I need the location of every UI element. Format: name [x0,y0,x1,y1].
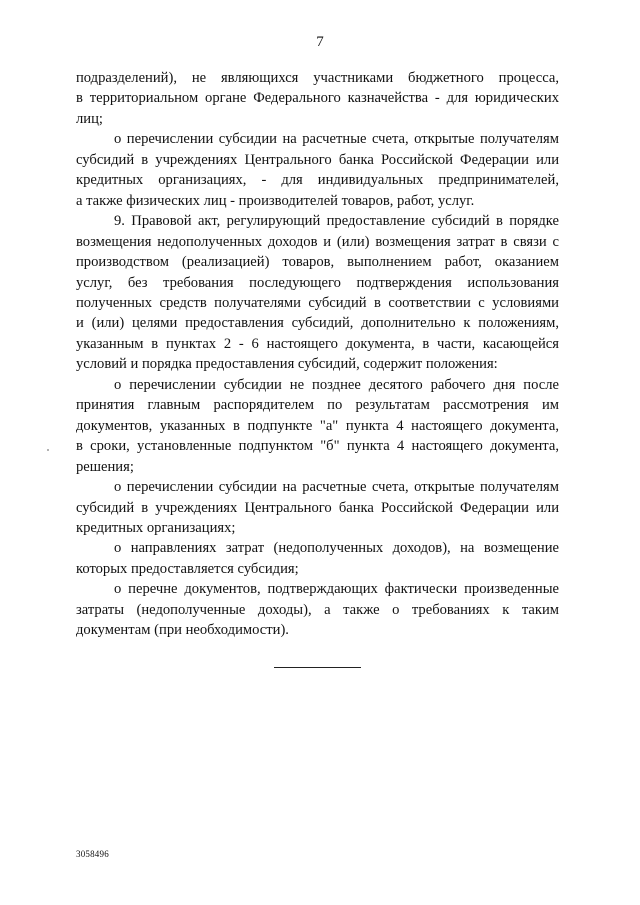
text-line: кредитных организациях; [76,519,236,536]
text-line: возмещения недополученных доходов и (или) возмещения затрат в связи с [76,233,559,250]
text-line: кредитных организациях, - для индивидуальных предпринимателей, [76,172,559,189]
paragraph-cost-directions [76,538,559,579]
text-line: о перечислении субсидии на расчетные счета, открытые получателям [114,131,559,148]
text-line: документам (при необходимости). [76,622,289,639]
paragraph-transfer-accounts [76,129,559,211]
text-line: о перечислении субсидии не позднее десятого рабочего дня после [114,376,559,393]
text-line: указанным в пунктах 2 - 6 настоящего документа, в части, касающейся [76,335,559,352]
text-line: принятия главным распорядителем по результатам рассмотрения им [76,397,559,414]
text-line: 9. Правовой акт, регулирующий предоставление субсидий в порядке [114,213,559,230]
document-body [76,68,559,641]
text-line: полученных средств получателями субсидий в соответствии с условиями [76,294,559,311]
end-of-text-rule [274,667,361,668]
text-line: и (или) целями предоставления субсидий, дополнительно к положениям, [76,315,559,332]
text-line: услуг, без требования последующего подтверждения использования [76,274,559,291]
text-line: документов, указанных в подпункте "а" пункта 4 настоящего документа, [76,417,559,434]
text-line: в сроки, установленные подпунктом "б" пункта 4 настоящего документа, [76,438,559,455]
margin-dot [47,449,49,451]
paragraph-transfer-deadline [76,375,559,477]
text-line: о перечне документов, подтверждающих фактически произведенные [114,581,559,598]
text-line: подразделений), не являющихся участниками бюджетного процесса, [76,70,559,86]
text-line: производством (реализацией) товаров, выполнением работ, оказанием [76,254,559,271]
paragraph-transfer-accounts-2 [76,477,559,538]
paragraph-item-9 [76,211,559,375]
text-line: о перечислении субсидии на расчетные счета, открытые получателям [114,479,559,496]
text-line: в территориальном органе Федерального казначейства - для юридических [76,90,559,107]
text-line: лиц; [76,110,103,127]
text-line: условий и порядка предоставления субсидий, содержит положения: [76,356,498,373]
page-number: 7 [316,34,324,50]
text-line: а также физических лиц - производителей товаров, работ, услуг. [76,192,475,209]
text-line: которых предоставляется субсидия; [76,560,299,577]
text-line: субсидий в учреждениях Центрального банка Российской Федерации или [76,151,559,168]
text-line: о направлениях затрат (недополученных доходов), на возмещение [114,540,559,557]
paragraph-legal-entities-continuation [76,68,559,129]
paragraph-document-list [76,579,559,640]
text-line: затраты (недополученные доходы), а также о требованиях к таким [76,601,559,618]
text-line: решения; [76,458,134,475]
text-line: субсидий в учреждениях Центрального банка Российской Федерации или [76,499,559,516]
document-id: 3058496 [76,849,109,859]
